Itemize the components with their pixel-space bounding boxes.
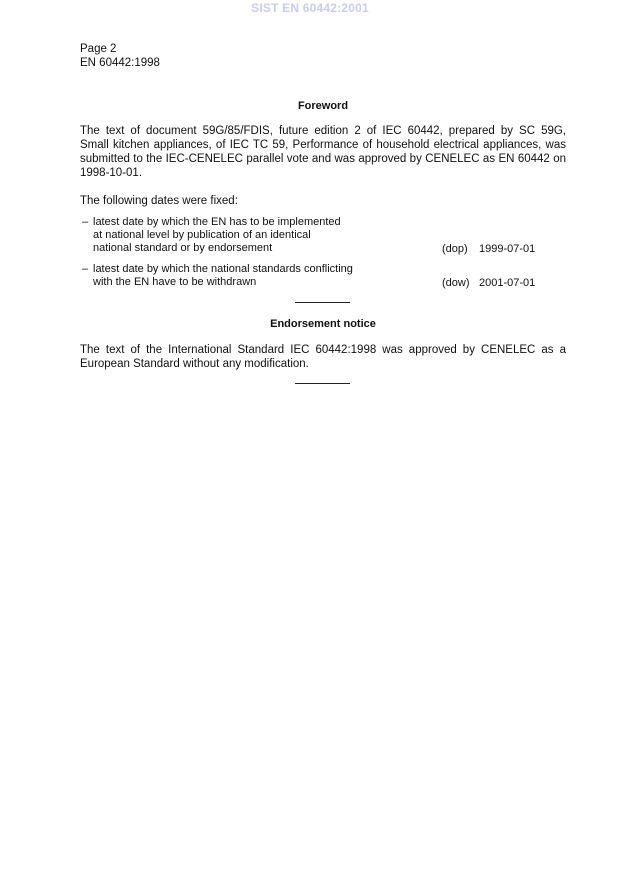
date-abbreviation: (dop) [442,243,468,255]
document-reference: EN 60442:1998 [80,57,160,69]
endorsement-line: The text of the International Standard IEC 60442:1998 was approved by CENELEC as a [80,344,566,356]
date-description-line: national standard or by endorsement [93,242,273,254]
foreword-line: 1998-10-01. [80,167,143,179]
endorsement-line: European Standard without any modification. [80,358,309,370]
section-divider [295,302,350,303]
endorsement-paragraph [80,343,566,371]
date-description [93,263,393,289]
watermark: SIST EN 60442:2001 [251,1,369,15]
date-description-line: latest date by which the national standards conflicting [93,263,353,275]
date-description [93,216,393,255]
date-item-dop [80,216,570,256]
page-header [80,42,160,70]
date-description-line: at national level by publication of an identical [93,229,311,241]
section-divider [295,383,350,384]
date-description-line: with the EN have to be withdrawn [93,276,257,288]
date-item-dow [80,263,570,290]
page-number: Page 2 [80,43,117,55]
list-dash: – [82,216,89,228]
foreword-heading: Foreword [297,100,349,112]
foreword-line: submitted to the IEC-CENELEC parallel vote and was approved by CENELEC as EN 60442 on [80,153,566,165]
dates-intro: The following dates were fixed: [80,195,238,207]
foreword-line: Small kitchen appliances, of IEC TC 59, Performance of household electrical appliances, was [80,139,566,151]
date-abbreviation: (dow) [442,277,470,289]
list-dash: – [82,263,89,275]
date-description-line: latest date by which the EN has to be implemented [93,216,341,228]
foreword-line: The text of document 59G/85/FDIS, future edition 2 of IEC 60442, prepared by SC 59G, [80,125,566,137]
endorsement-heading: Endorsement notice [270,318,376,330]
date-value: 1999-07-01 [479,243,536,255]
date-value: 2001-07-01 [479,277,536,289]
foreword-paragraph [80,124,566,180]
